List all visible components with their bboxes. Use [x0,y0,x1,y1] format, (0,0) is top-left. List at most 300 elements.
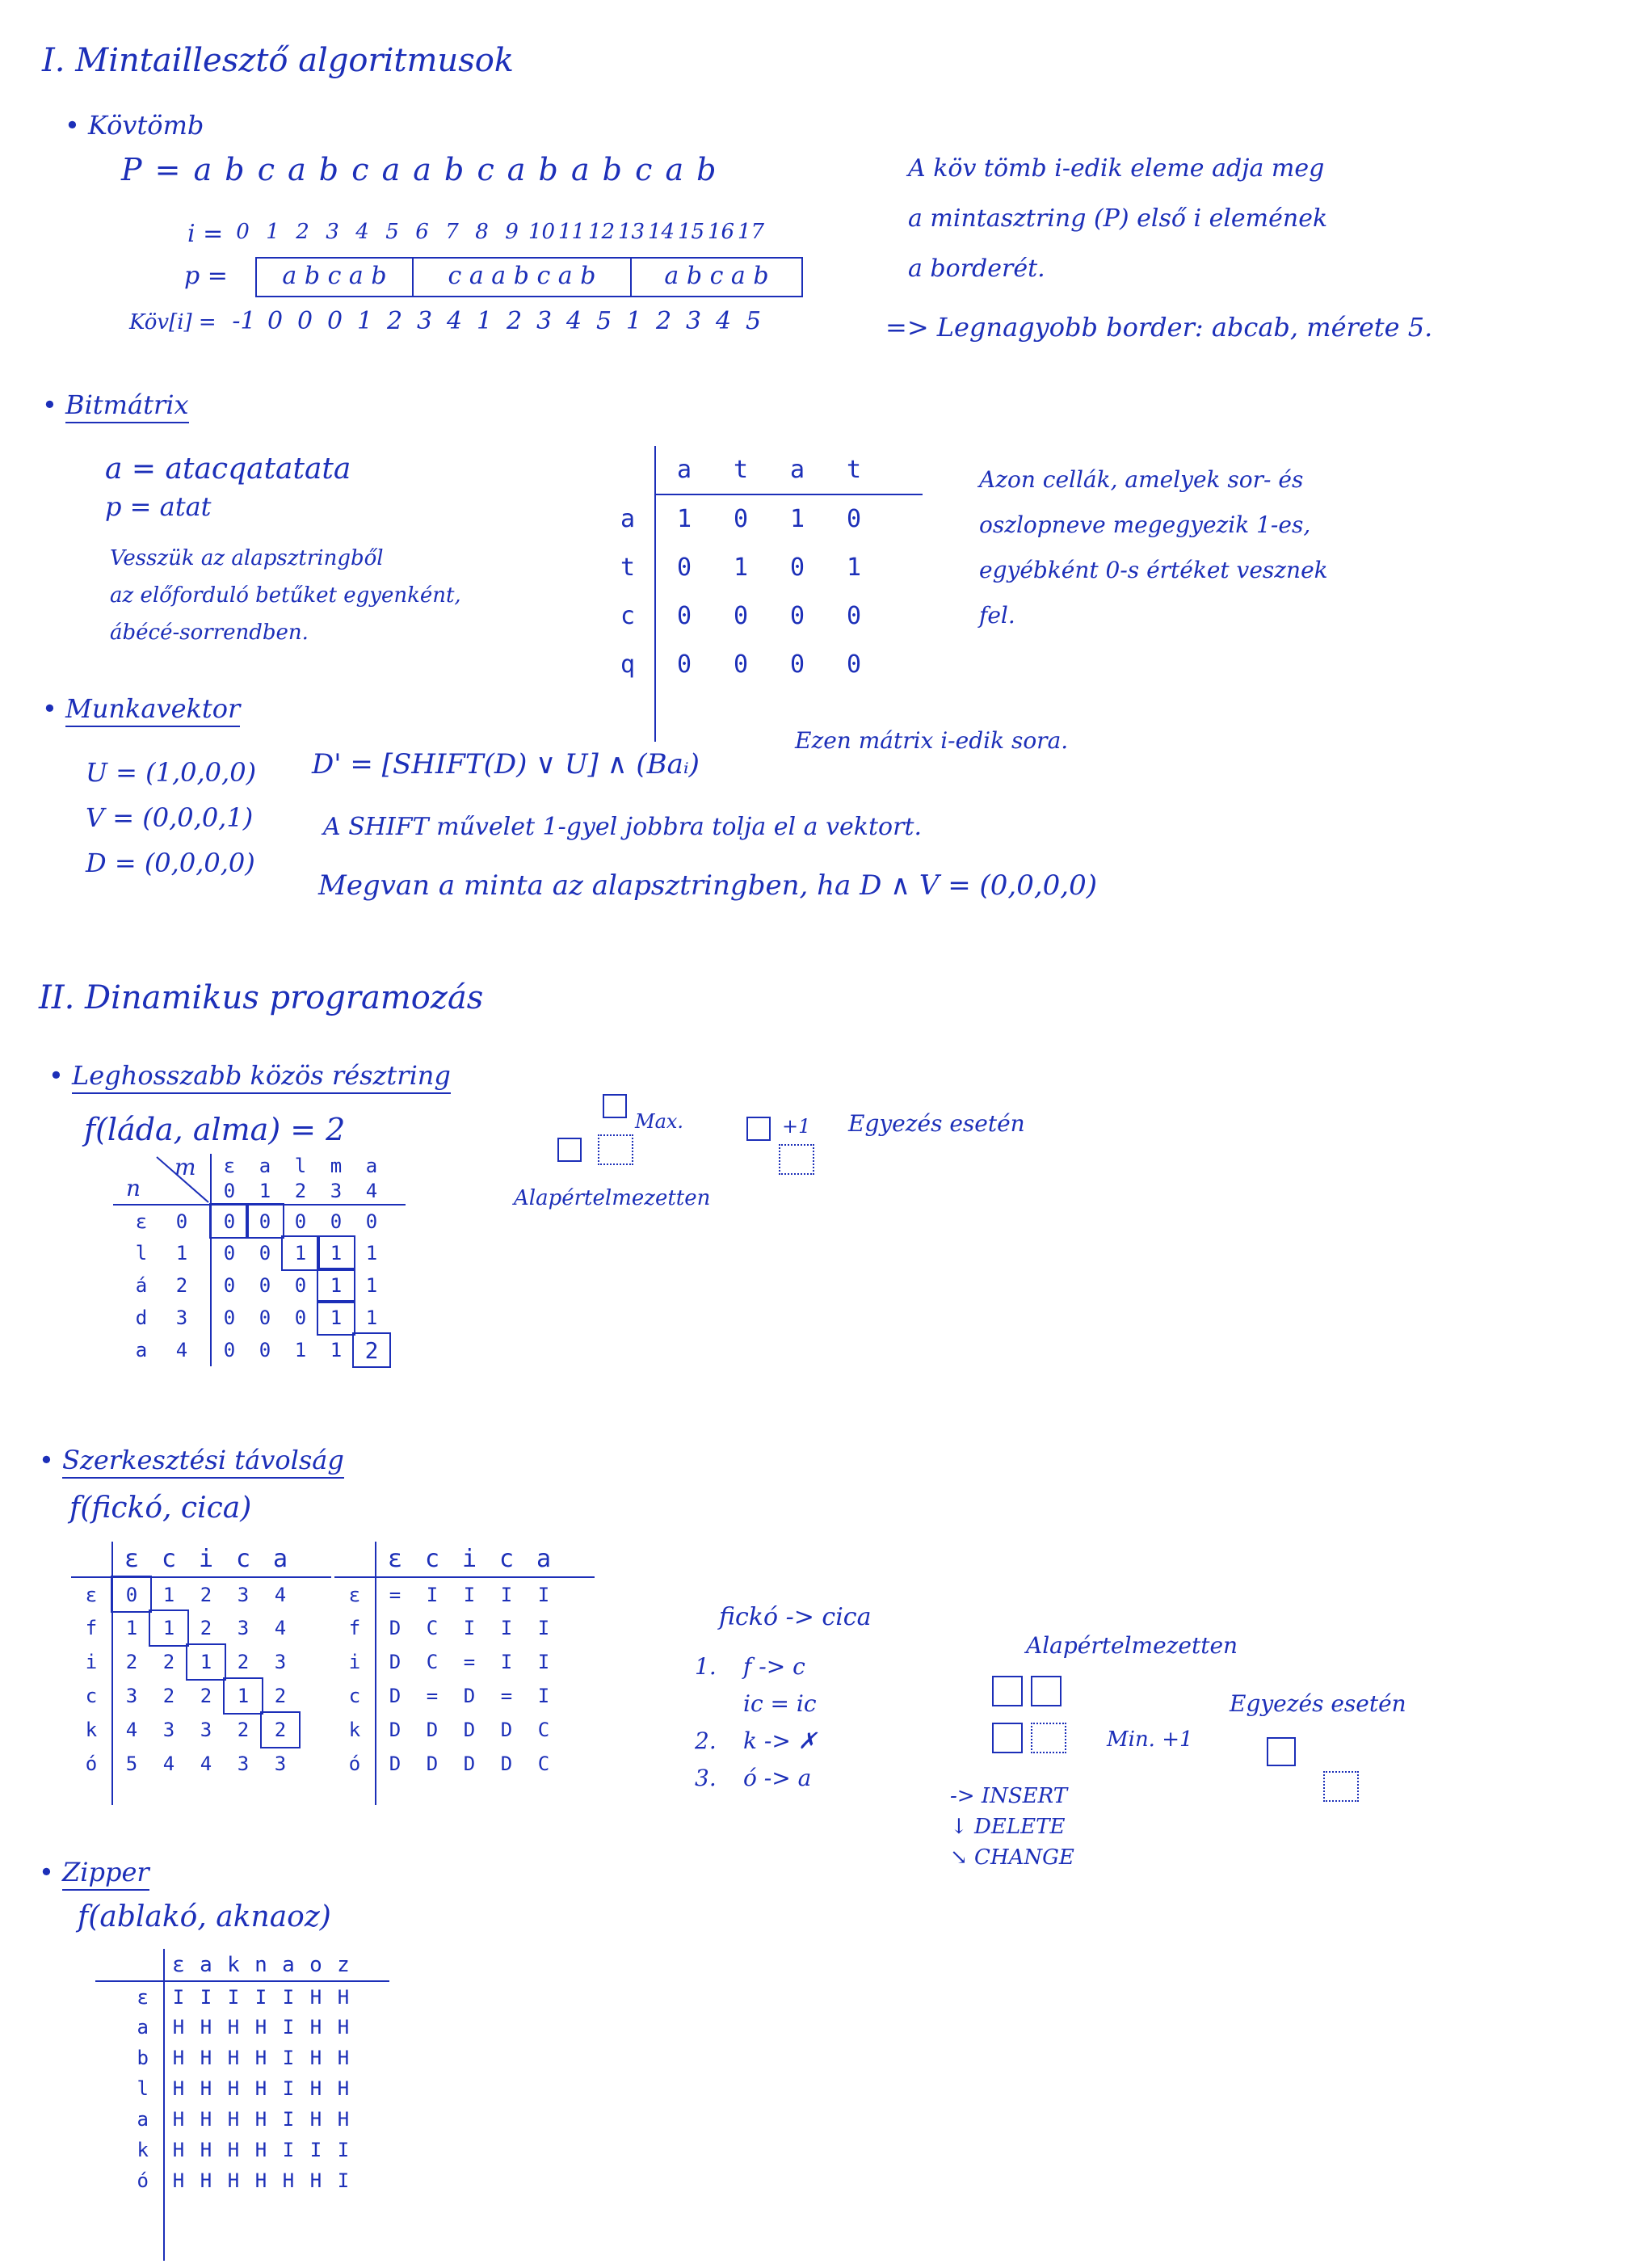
kovtomb-index: 4 [355,220,369,244]
edit-legend-default: Alapértelmezetten [1026,1632,1238,1659]
lcs-heading-text: Leghosszabb közös résztring [72,1060,451,1094]
edit-col-letter: ε [376,1542,414,1577]
edit-col-letter: c [225,1542,262,1577]
zipper-cell: H [309,2108,322,2131]
edit-cell: 4 [274,1583,287,1606]
lcs-col-letter: ε [223,1155,236,1178]
bitmatrix-note-line-1: Azon cellák, amelyek sor- és [979,466,1304,493]
edit-legend-min-label: Min. +1 [1107,1727,1193,1752]
zipper-cell: H [309,2169,322,2192]
edit-row-letter: k [71,1713,112,1747]
zipper-cell: H [227,2047,240,2069]
edit-cell: = [500,1685,513,1707]
zipper-col-letter: ε [164,1949,192,1981]
kovtomb-p-label: p = [184,262,228,290]
lcs-cell: 1 [294,1339,307,1361]
zipper-cell: H [172,2169,185,2192]
zipper-heading-text: Zipper [62,1857,149,1891]
bitmatrix-cell: 1 [733,553,749,582]
edit-cell: 1 [225,1679,262,1713]
lcs-cell: 0 [223,1242,236,1264]
edit-col-letter: i [451,1542,488,1577]
zipper-cell: I [282,1985,295,2009]
edit-cell: 5 [125,1753,138,1775]
kovtomb-kov-value: 2 [386,307,403,335]
lcs-col-idx: 0 [223,1180,236,1203]
edit-cell: 4 [162,1753,175,1775]
zipper-row-letter: k [95,2135,164,2165]
edit-heading [39,1445,344,1475]
bitmatrix-note [979,457,1328,638]
edit-ops [950,1781,1074,1873]
edit-cell: D [389,1753,401,1775]
kovtomb-index: 17 [737,220,765,244]
edit-cell: D [500,1753,513,1775]
kovtomb-heading-text: Kövtömb [88,110,204,141]
kovtomb-index: 3 [326,220,339,244]
bitmatrix-desc-line-2: az előforduló betűket egyenként, [110,583,461,608]
zipper-cell: H [254,2016,267,2039]
bitmatrix-heading [42,389,189,420]
edit-cell: 3 [274,1651,287,1673]
bitmatrix-row-label: c [620,601,636,630]
edit-row [334,1577,595,1611]
zipper-col-letter: z [330,1949,357,1981]
lcs-row-idx: 1 [175,1242,188,1264]
edit-cell: C [426,1617,439,1639]
zipper-col-letter: o [302,1949,330,1981]
lcs-row [113,1302,406,1334]
edit-row [334,1713,595,1747]
zipper-cell: H [254,2169,267,2192]
edit-cell: D [463,1753,476,1775]
zipper-cell: H [337,2077,350,2100]
edit-col-letter: a [262,1542,299,1577]
kovtomb-kov-value: 3 [685,307,702,335]
edit-cell: D [389,1719,401,1741]
kovtomb-index: 12 [587,220,616,244]
edit-cell: 2 [237,1651,250,1673]
lcs-row-idx: 3 [175,1307,188,1329]
bitmatrix-heading-text: Bitmátrix [65,389,188,423]
edit-row [334,1679,595,1713]
kovtomb-index: 0 [236,220,250,244]
edit-cell: 1 [162,1583,175,1606]
edit-cell: 3 [237,1583,250,1606]
edit-cell: 2 [237,1719,250,1741]
bitmatrix-row-1 [601,543,923,591]
edit-cell: 1 [150,1611,187,1645]
edit-cell: = [389,1583,401,1606]
edit-cell: D [389,1617,401,1639]
op-delete: ↓ DELETE [950,1815,1066,1839]
bitmatrix-cell: 0 [655,543,713,591]
lcs-func: f(láda, alma) = 2 [84,1112,346,1147]
munkavektor-formula-note: Ezen mátrix i-edik sora. [795,727,1069,754]
edit-col-letter: i [187,1542,225,1577]
edit-cell: D [426,1719,439,1741]
lcs-legend-default: Alapértelmezetten [514,1186,711,1210]
edit-cell: I [537,1651,550,1673]
edit-cell: 3 [125,1685,138,1707]
edit-table-1 [71,1542,331,1805]
lcs-row-header [113,1334,211,1366]
lcs-cell: 0 [259,1307,271,1329]
kovtomb-kov-value: 1 [476,307,493,335]
lcs-cell: 1 [330,1339,343,1361]
edit-cell: 3 [237,1617,250,1639]
vector-u: U = (1,0,0,0) [86,757,257,788]
zipper-row-letter: l [95,2073,164,2104]
lcs-cell: 0 [259,1274,271,1297]
lcs-col-letter: a [259,1155,271,1178]
bitmatrix-cell: 0 [733,601,749,630]
lcs-cell: 0 [247,1205,283,1237]
kovtomb-kov-value: 4 [715,307,732,335]
zipper-col-letter: a [275,1949,302,1981]
lcs-row [113,1205,406,1237]
munkavektor-found-note: Megvan a minta az alapsztringben, ha D ∧ V = (0,0,0,0) [318,869,1097,902]
edit-cell: I [500,1617,513,1639]
edit-step: 2. k -> ✗ [695,1727,818,1754]
munkavektor-heading [42,693,240,724]
edit-row [71,1747,331,1781]
zipper-cell: I [309,2139,322,2161]
zipper-row [95,2104,389,2135]
lcs-cell: 0 [330,1210,343,1233]
lcs-row-header [113,1269,211,1302]
bitmatrix-cell: 1 [846,553,862,582]
edit-row-letter: c [71,1679,112,1713]
vector-d: D = (0,0,0,0) [86,848,255,878]
lcs-cell: 1 [365,1307,378,1329]
edit-row [71,1611,331,1645]
lcs-row-header [113,1237,211,1269]
kovtomb-index: 11 [557,220,586,244]
zipper-row-letter: a [95,2104,164,2135]
cell-box-icon [1267,1737,1296,1766]
zipper-cell: H [309,1985,322,2009]
zipper-col-letter: n [247,1949,275,1981]
kovtomb-index: 2 [296,220,309,244]
zipper-row-letter: ó [95,2165,164,2196]
kovtomb-index: 8 [475,220,489,244]
kovtomb-index: 6 [415,220,429,244]
zipper-cell: I [282,2139,295,2161]
lcs-legend-plus: +1 [782,1115,811,1138]
edit-cell: 2 [262,1713,299,1747]
edit-row-letter: c [334,1679,376,1713]
kovtomb-group-1: a b c a b [257,259,414,296]
lcs-row [113,1269,406,1302]
zipper-cell: H [200,2077,212,2100]
target-cell-icon [1031,1723,1066,1753]
edit-row [71,1713,331,1747]
edit-cell: I [426,1583,439,1606]
kovtomb-kov-value: 4 [565,307,582,335]
kovtomb-result: => Legnagyobb border: abcab, mérete 5. [885,312,1433,343]
edit-cell: I [537,1617,550,1639]
kovtomb-kov-value: 0 [267,307,284,335]
bitmatrix-table [601,446,923,742]
kovtomb-kov-value: 5 [595,307,612,335]
bitmatrix-desc [110,540,461,651]
bitmatrix-cell: 1 [789,505,805,533]
zipper-cell: H [172,2047,185,2069]
zipper-cell: I [200,1985,212,2009]
bitmatrix-cell: 0 [733,505,749,533]
edit-row-letter: ε [334,1577,376,1611]
edit-cell: 2 [200,1685,212,1707]
bitmatrix-cell: 0 [789,650,805,679]
zipper-cell: H [337,2108,350,2131]
zipper-cell: H [200,2108,212,2131]
zipper-cell: I [282,2077,295,2100]
kovtomb-index-row [228,220,766,244]
bitmatrix-cell: 1 [655,494,713,543]
bitmatrix-row-3 [601,640,923,688]
edit-step: 1. f -> c [695,1653,805,1680]
munkavektor-vectors [86,750,256,886]
bitmatrix-desc-line-1: Vesszük az alapsztringből [110,546,384,570]
lcs-col-idx: 3 [330,1180,343,1203]
zipper-cell: H [254,2108,267,2131]
edit-row-letter: i [71,1645,112,1679]
edit-row-letter: f [71,1611,112,1645]
zipper-row [95,2135,389,2165]
bitmatrix-row-label: t [620,553,636,582]
target-cell-icon [1323,1771,1359,1802]
kovtomb-group-2: c a a b c a b [414,259,632,296]
zipper-cell: H [172,2077,185,2100]
lcs-corner-n: n [126,1175,141,1201]
edit-cell: C [537,1719,550,1741]
lcs-row [113,1334,406,1366]
edit-heading-text: Szerkesztési távolság [62,1445,344,1479]
section2-title: II. Dinamikus programozás [39,979,484,1016]
edit-table-2 [334,1542,595,1805]
lcs-row-idx: 2 [175,1274,188,1297]
bitmatrix-row-0 [601,494,923,543]
kovtomb-kov-value: 2 [506,307,523,335]
target-cell-icon [779,1144,814,1175]
kovtomb-kov-value: -1 [232,307,256,335]
edit-row-letter: ó [71,1747,112,1781]
edit-cell: D [500,1719,513,1741]
edit-cell: 1 [187,1645,225,1679]
edit-cell: 2 [274,1685,287,1707]
edit-row-letter: i [334,1645,376,1679]
kovtomb-note-line-1: A köv tömb i-edik eleme adja meg [908,154,1325,183]
edit-row-letter: ε [71,1577,112,1611]
edit-cell: 3 [237,1753,250,1775]
kovtomb-index: 15 [677,220,705,244]
kovtomb-kov-row [228,307,768,335]
edit-cell: I [463,1583,476,1606]
edit-cell: 2 [162,1685,175,1707]
lcs-cell: 0 [294,1210,307,1233]
edit-cell: D [463,1719,476,1741]
bitmatrix-desc-line-3: ábécé-sorrendben. [110,621,309,645]
munkavektor-shift-note: A SHIFT művelet 1-gyel jobbra tolja el a vektort. [323,813,923,841]
lcs-col-letter: l [294,1155,307,1178]
lcs-cell: 1 [318,1237,354,1269]
zipper-cell: H [254,2047,267,2069]
bitmatrix-cell: 0 [846,650,862,679]
edit-cell: I [500,1583,513,1606]
kovtomb-kov-value: 2 [655,307,672,335]
lcs-row-idx: 0 [175,1210,188,1233]
edit-cell: 1 [125,1617,138,1639]
zipper-cell: I [227,1985,240,2009]
zipper-cell: H [254,2077,267,2100]
edit-col-letter: ε [112,1542,150,1577]
zipper-cell: I [282,2016,295,2039]
kovtomb-note-line-2: a mintasztring (P) első i elemének [908,204,1328,233]
edit-cell: C [537,1753,550,1775]
edit-step: 3. ó -> a [695,1765,812,1791]
zipper-cell: H [200,2139,212,2161]
zipper-func: f(ablakó, aknaoz) [78,1900,331,1933]
zipper-cell: H [227,2108,240,2131]
lcs-cell: 0 [223,1307,236,1329]
edit-cell: I [500,1651,513,1673]
kovtomb-kov-label: Köv[i] = [129,310,217,335]
edit-row [71,1645,331,1679]
bitmatrix-cell: 0 [789,553,805,582]
edit-row-letter: ó [334,1747,376,1781]
edit-cell: 3 [162,1719,175,1741]
bitmatrix-cell: 0 [789,601,805,630]
lcs-row-letter: ε [135,1210,148,1233]
edit-row [334,1645,595,1679]
lcs-row-letter: á [135,1274,148,1297]
cell-box-icon [992,1723,1023,1753]
kovtomb-note-line-3: a borderét. [908,255,1045,283]
section1-title: I. Mintaillesztő algoritmusok [42,42,515,79]
bitmatrix-note-line-2: oszlopneve megegyezik 1-es, [979,511,1311,538]
kovtomb-heading [65,110,204,141]
zipper-row [95,1981,389,2012]
lcs-legend-match-label: Egyezés esetén [848,1110,1025,1137]
zipper-cell: H [337,2047,350,2069]
lcs-row-letter: d [135,1307,148,1329]
edit-col-letter: c [488,1542,525,1577]
zipper-row [95,2012,389,2043]
bitmatrix-row-2 [601,591,923,640]
bitmatrix-col-0: a [655,446,713,494]
lcs-corner-m: m [174,1154,196,1180]
zipper-cell: H [227,2169,240,2192]
kovtomb-index: 13 [617,220,645,244]
zipper-cell: H [227,2077,240,2100]
edit-steps-title: fickó -> cica [719,1603,872,1631]
lcs-cell: 0 [365,1210,378,1233]
edit-cell: 4 [274,1617,287,1639]
zipper-row [95,2043,389,2073]
bitmatrix-note-line-3: egyébként 0-s értéket vesznek [979,557,1328,583]
edit-col-letter: c [150,1542,187,1577]
kovtomb-p-box [255,257,803,297]
edit-cell: D [389,1651,401,1673]
edit-row [71,1679,331,1713]
lcs-cell: 1 [318,1302,354,1334]
lcs-col-letter: m [330,1155,343,1178]
lcs-cell: 0 [223,1339,236,1361]
bitmatrix-col-3: t [826,446,882,494]
cell-box-icon [746,1117,771,1141]
zipper-heading [39,1857,149,1887]
lcs-cell: 0 [294,1307,307,1329]
kovtomb-kov-value: 0 [326,307,343,335]
edit-cell: 2 [125,1651,138,1673]
bitmatrix-note-line-4: fel. [979,602,1015,629]
lcs-cell: 0 [223,1274,236,1297]
kovtomb-kov-value: 0 [296,307,313,335]
zipper-cell: H [309,2016,322,2039]
zipper-table [95,1949,389,2261]
edit-cell: 0 [112,1577,150,1611]
kovtomb-kov-value: 1 [625,307,642,335]
lcs-col-idx: 2 [294,1180,307,1203]
lcs-legend-max-label: Max. [635,1110,684,1133]
zipper-row-letter: b [95,2043,164,2073]
bitmatrix-a-line: a = atacqatatata [105,452,351,486]
zipper-cell: H [172,2108,185,2131]
lcs-cell: 1 [365,1274,378,1297]
kovtomb-index: 10 [528,220,556,244]
zipper-cell: H [254,2139,267,2161]
kovtomb-index: 5 [385,220,399,244]
zipper-cell: H [309,2047,322,2069]
zipper-row-letter: a [95,2012,164,2043]
lcs-heading [48,1060,451,1091]
target-cell-icon [598,1134,633,1165]
op-change: ↘ CHANGE [950,1845,1074,1870]
edit-cell: I [537,1685,550,1707]
zipper-cell: H [337,1985,350,2009]
kovtomb-kov-value: 5 [745,307,762,335]
lcs-row-letter: a [135,1339,148,1361]
zipper-cell: I [254,1985,267,2009]
edit-step: ic = ic [743,1690,817,1717]
lcs-cell: 0 [259,1242,271,1264]
zipper-cell: I [282,2108,295,2131]
cell-box-icon [557,1138,582,1162]
edit-row [334,1611,595,1645]
lcs-cell: 1 [283,1237,318,1269]
zipper-row [95,2165,389,2196]
bitmatrix-cell: 0 [655,591,713,640]
kovtomb-pattern-line: P = a b c a b c a a b c a b a b c a b [121,152,718,187]
zipper-row-letter: ε [95,1981,164,2012]
kovtomb-kov-value: 3 [536,307,553,335]
lcs-col-letter: a [365,1155,378,1178]
lcs-cell: 1 [318,1269,354,1302]
kovtomb-index: 14 [647,220,675,244]
edit-cell: = [463,1651,476,1673]
edit-cell: 3 [200,1719,212,1741]
bitmatrix-row-label: q [620,650,636,679]
bitmatrix-cell: 0 [655,640,713,688]
kovtomb-note [908,144,1327,294]
bitmatrix-cell: 0 [846,505,862,533]
zipper-col-letter: a [192,1949,220,1981]
kovtomb-index: 1 [266,220,280,244]
edit-row-letter: f [334,1611,376,1645]
zipper-cell: H [337,2016,350,2039]
edit-cell: 4 [125,1719,138,1741]
